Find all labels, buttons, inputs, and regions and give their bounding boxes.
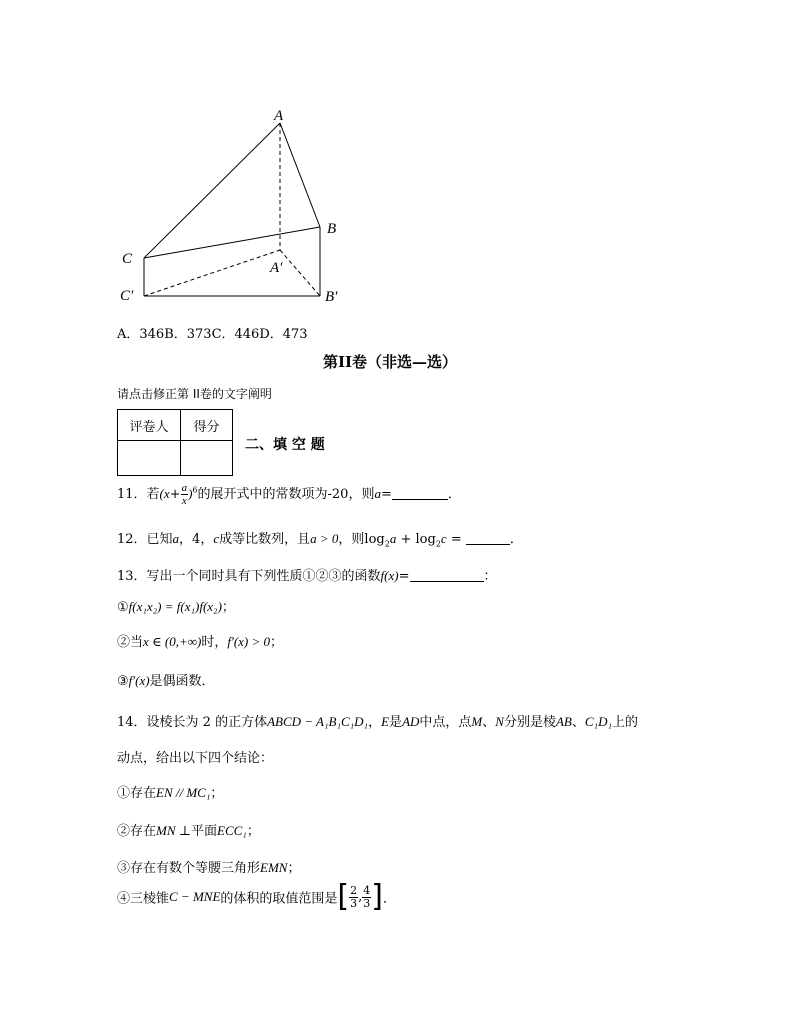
conclusion-1: ①存在EN // MC₁； <box>117 785 224 801</box>
label-C-prime: C′ <box>120 288 134 304</box>
label-C: C <box>122 251 133 267</box>
score-header-grader: 评卷人 <box>118 410 181 441</box>
question-12: 12．已知a，4，c成等比数列，且a > 0，则$\log_2a + \log_2c$ = ． <box>117 531 523 549</box>
edge-Cprime-Aprime <box>144 250 280 296</box>
score-header-score: 得分 <box>181 410 233 441</box>
question-11: 11．若(x+ $\frac{a}{x}$ )$^6$的展开式中的常数项为-20，则a= ． <box>117 482 461 507</box>
property-3: ③f′(x)是偶函数． <box>117 673 215 689</box>
property-2: ②当x ∈ (0,+∞)时，f′(x) > 0； <box>117 634 284 650</box>
conclusion-2: ②存在MN ⊥平面ECC₁； <box>117 823 260 839</box>
label-A-prime: A′ <box>270 260 283 276</box>
label-B: B <box>327 221 337 237</box>
score-cell-score[interactable] <box>181 441 233 476</box>
section-title: 第II卷（非选—选） <box>323 353 458 371</box>
q12-answer-blank[interactable] <box>466 530 510 545</box>
q11-answer-blank[interactable] <box>392 485 448 500</box>
conclusion-4: ④三棱锥C − MNE的体积的取值范围是[ $\frac{2}{3}$ , $\frac{4}{3}$ ]． <box>117 879 397 914</box>
question-13: 13．写出一个同时具有下列性质①②③的函数f(x)= ： <box>117 568 497 584</box>
q10-options: A．346B．373C．446D．473 <box>117 327 308 342</box>
question-14-line-1: 14．设棱长为 2 的正方体ABCD − A₁B₁C₁D₁，E是AD中点，点M、N分别是棱AB、C₁D₁上的 <box>117 714 638 730</box>
property-1: ①f(x₁x₂) = f(x₁)f(x₂)； <box>117 599 235 615</box>
label-B-prime: B′ <box>325 289 338 305</box>
conclusion-3: ③存在有数个等腰三角形EMN； <box>117 860 301 876</box>
edge-A-B <box>280 123 320 227</box>
part-title: 二、填 空 题 <box>245 437 325 453</box>
q13-answer-blank[interactable] <box>410 567 484 582</box>
score-cell-grader[interactable] <box>118 441 181 476</box>
edge-Aprime-Bprime <box>280 250 320 296</box>
section-note: 请点击修正第 II卷的文字阐明 <box>117 387 272 401</box>
label-A: A <box>274 108 284 124</box>
question-14-line-2: 动点，给出以下四个结论： <box>117 751 274 766</box>
score-table <box>117 409 233 476</box>
prism-figure <box>100 100 360 310</box>
